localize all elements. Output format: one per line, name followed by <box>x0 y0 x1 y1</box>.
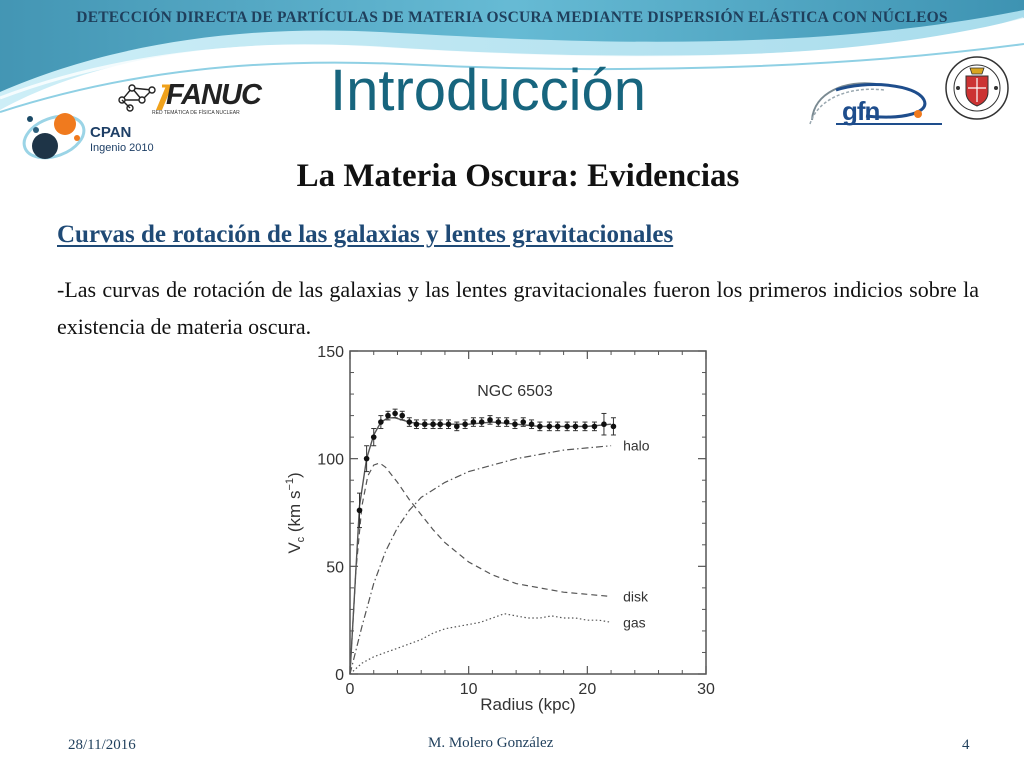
x-tick-label: 0 <box>345 681 355 698</box>
cpan-logo-sub: Ingenio 2010 <box>90 142 154 154</box>
series-line-total <box>350 418 611 674</box>
data-point <box>592 424 598 430</box>
data-point <box>371 434 377 440</box>
data-point <box>611 424 617 430</box>
data-point <box>555 424 561 430</box>
gfn-logo-text: gfn <box>842 96 880 126</box>
series-label-gas: gas <box>623 614 646 631</box>
series-line-disk <box>350 463 611 674</box>
series-label-halo: halo <box>623 437 650 454</box>
data-point <box>471 419 477 425</box>
x-tick-label: 10 <box>459 681 478 698</box>
slide-title: Introducción <box>330 58 646 123</box>
y-axis-label-exp: −1 <box>284 478 296 491</box>
data-point <box>462 421 468 427</box>
x-tick-label: 20 <box>578 681 597 698</box>
y-axis-label <box>284 472 307 553</box>
data-point <box>512 421 518 427</box>
y-axis-label-unit: (km s <box>285 490 304 537</box>
university-seal-logo <box>944 52 1010 129</box>
data-point <box>454 424 460 430</box>
data-point <box>378 419 384 425</box>
data-point <box>601 421 607 427</box>
data-point <box>479 419 485 425</box>
rotation-curve-chart <box>270 345 730 725</box>
data-point <box>573 424 579 430</box>
data-point <box>407 419 413 425</box>
fanuc-logo <box>116 79 261 121</box>
gfn-logo <box>806 76 946 135</box>
x-tick-label: 30 <box>697 681 715 698</box>
cpan-logo-name: CPAN <box>90 124 132 141</box>
fanuc-logo-text: FANUC <box>166 79 261 111</box>
data-point <box>422 421 428 427</box>
series-label-disk: disk <box>623 588 648 605</box>
y-tick-label: 150 <box>317 345 344 361</box>
series-line-gas <box>350 614 611 674</box>
slide-subtitle: La Materia Oscura: Evidencias <box>296 158 740 194</box>
data-point <box>564 424 570 430</box>
data-point <box>430 421 436 427</box>
data-point <box>385 413 391 419</box>
data-point <box>399 413 405 419</box>
y-tick-label: 0 <box>335 667 344 684</box>
data-point <box>520 419 526 425</box>
data-point <box>446 421 452 427</box>
body-paragraph: -Las curvas de rotación de las galaxias y las lentes gravitacionales fueron los primeros indicios sobre la existencia de materia oscura. <box>57 277 979 339</box>
x-axis-label: Radius (kpc) <box>480 695 576 714</box>
y-axis-label-sub: c <box>295 536 307 543</box>
section-heading: Curvas de rotación de las galaxias y lentes gravitacionales <box>57 221 674 248</box>
footer-date: 28/11/2016 <box>68 737 136 753</box>
page-number: 4 <box>962 737 970 753</box>
y-axis-label-close: ) <box>285 472 304 478</box>
data-point <box>547 424 553 430</box>
data-point <box>364 456 370 462</box>
data-point <box>529 421 535 427</box>
data-point <box>537 424 543 430</box>
y-tick-label: 100 <box>317 451 344 469</box>
fanuc-logo-subtext: RED TEMÁTICA DE FÍSICA NUCLEAR <box>152 110 240 116</box>
data-point <box>414 421 420 427</box>
data-point <box>582 424 588 430</box>
presentation-title: DETECCIÓN DIRECTA DE PARTÍCULAS DE MATERIA OSCURA MEDIANTE DISPERSIÓN ELÁSTICA CON NÚCLEOS <box>76 9 948 26</box>
y-tick-label: 50 <box>326 559 344 577</box>
data-point <box>392 411 398 417</box>
footer-author: M. Molero González <box>428 735 554 751</box>
data-point <box>437 421 443 427</box>
series-line-halo <box>350 446 611 674</box>
chart-title: NGC 6503 <box>477 383 553 400</box>
data-point <box>496 419 502 425</box>
data-point <box>357 508 363 514</box>
data-point <box>504 419 510 425</box>
data-point <box>487 417 493 423</box>
y-axis-label-main: V <box>285 542 304 554</box>
